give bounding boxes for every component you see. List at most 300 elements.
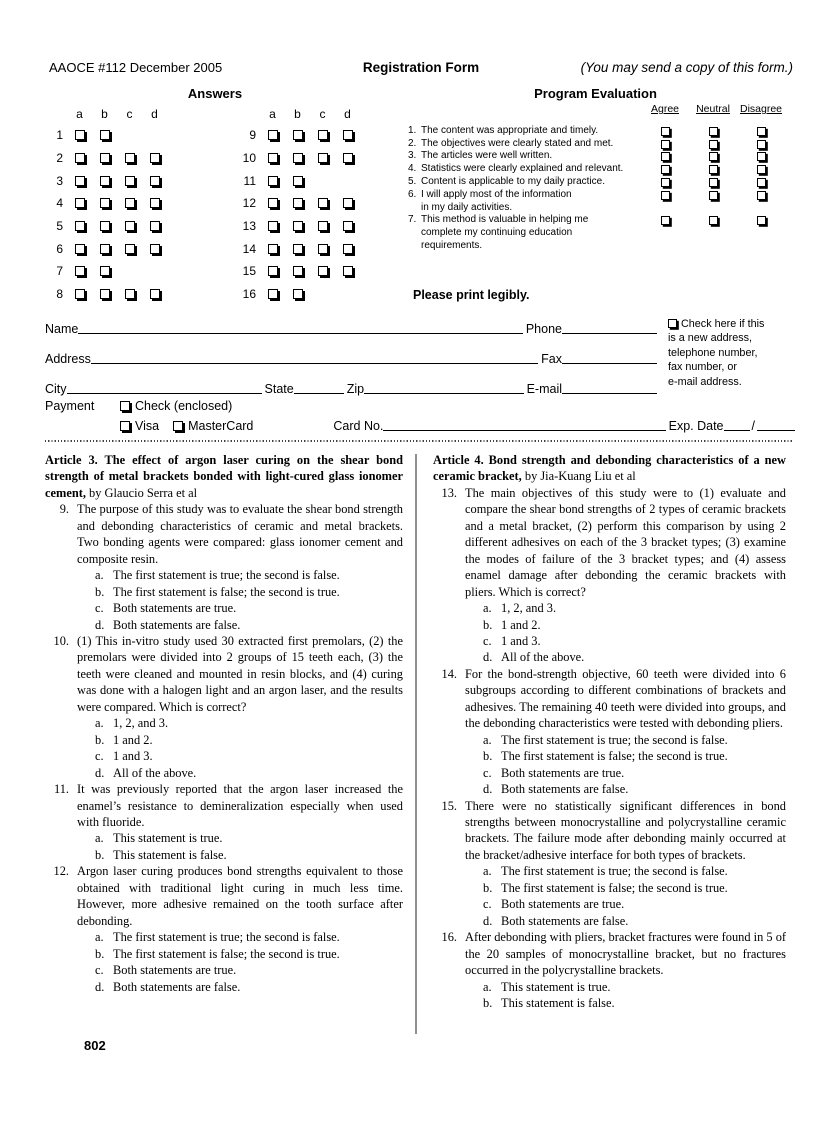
question <box>433 798 786 930</box>
option-text: 1 and 2. <box>501 617 541 632</box>
card-no-input-line[interactable] <box>383 430 665 431</box>
articles-section <box>45 452 795 1034</box>
question <box>45 781 403 863</box>
evaluation-item-lines: I will apply most of the information in my daily activities. <box>421 188 572 213</box>
program-evaluation <box>408 103 795 253</box>
answer-column-label <box>142 107 167 121</box>
answer-checkbox[interactable] <box>150 244 160 254</box>
mastercard-label: MasterCard <box>188 419 254 433</box>
answer-row <box>43 192 167 215</box>
answer-option <box>483 913 786 929</box>
question-text: The main objectives of this study were to (1) evaluate and compare the shear bond strengths of 2 types of ceramic brackets and a metal bracket, (2) perform this comparison by using 2 different adhesives on each of the 3 bracket types; (3) examine the modes of failure of the 3 bracket types; and (4) assess enamel damage after debonding the ceramic brackets with pliers. Which is correct? <box>465 485 786 599</box>
name-input-line[interactable] <box>78 333 523 334</box>
answer-checkbox[interactable] <box>75 244 85 254</box>
evaluation-item <box>408 176 795 189</box>
answer-checkbox[interactable] <box>125 176 135 186</box>
option-letter: b. <box>483 995 493 1010</box>
answer-cell <box>285 130 310 140</box>
evaluation-checkbox-cell <box>641 150 689 161</box>
answer-option <box>483 617 786 633</box>
answer-checkbox[interactable] <box>709 216 718 225</box>
question-text: It was previously reported that the argon laser increased the enamel’s resistance to demineralization especially when used with fluoride. <box>77 782 403 829</box>
page-number: 802 <box>84 1038 106 1053</box>
exp-date-label: Exp. Date <box>668 419 724 433</box>
question-body <box>465 666 786 798</box>
answer-cell <box>67 244 92 254</box>
answer-checkbox[interactable] <box>75 289 85 299</box>
evaluation-checkbox-cell <box>737 163 785 174</box>
answer-checkbox[interactable] <box>293 153 303 163</box>
answer-option <box>95 715 403 731</box>
answer-checkbox[interactable] <box>100 221 110 231</box>
option-text: Both statements are true. <box>501 765 625 780</box>
evaluation-item-lines: Content is applicable to my daily practice. <box>421 175 605 187</box>
question-body <box>77 633 403 781</box>
answer-checkbox[interactable] <box>293 176 303 186</box>
question-body <box>465 485 786 666</box>
answer-checkbox[interactable] <box>709 140 718 149</box>
evaluation-checkbox-cell <box>737 189 785 200</box>
answer-option <box>483 863 786 879</box>
answer-checkbox[interactable] <box>661 191 670 200</box>
answer-cell <box>92 266 117 276</box>
answer-option <box>483 600 786 616</box>
address-input-line[interactable] <box>91 363 538 364</box>
answer-cell <box>142 176 167 186</box>
option-text: The first statement is false; the second is true. <box>113 946 340 961</box>
payment-section <box>45 396 795 436</box>
exp-year-input-line[interactable] <box>757 430 795 431</box>
answer-checkbox[interactable] <box>125 289 135 299</box>
option-letter: b. <box>483 617 493 632</box>
option-letter: a. <box>95 831 104 846</box>
answer-checkbox[interactable] <box>757 127 766 136</box>
answer-checkbox[interactable] <box>709 165 718 174</box>
option-letter: d. <box>95 979 105 994</box>
article-byline: by Glaucio Serra et al <box>89 485 198 500</box>
option-text: All of the above. <box>501 650 585 665</box>
option-text: The first statement is true; the second is false. <box>501 864 728 879</box>
option-text: 1 and 2. <box>113 732 153 747</box>
article-title <box>433 452 786 485</box>
answer-column-label <box>67 107 92 121</box>
answer-checkbox[interactable] <box>709 127 718 136</box>
answer-cell <box>117 153 142 163</box>
answer-row <box>43 237 167 260</box>
answer-row-number: 15 <box>242 264 256 279</box>
answer-checkbox[interactable] <box>318 198 328 208</box>
evaluation-item-number: 2. <box>408 137 417 149</box>
note-line: e-mail address. <box>668 375 742 388</box>
answer-checkbox[interactable] <box>100 198 110 208</box>
answer-checkbox[interactable] <box>343 244 353 254</box>
answer-checkbox[interactable] <box>661 152 670 161</box>
answer-cell <box>92 130 117 140</box>
answer-cell <box>285 176 310 186</box>
answer-option <box>483 649 786 665</box>
answer-checkbox[interactable] <box>268 244 278 254</box>
answer-row <box>236 192 360 215</box>
column-divider <box>415 454 417 1034</box>
answer-checkbox[interactable] <box>293 130 303 140</box>
answer-checkbox[interactable] <box>75 198 85 208</box>
article-title-bold: Article 4. Bond strength and debonding characteristics of a new ceramic bracket, <box>433 453 786 484</box>
payment-row-2 <box>45 416 795 433</box>
phone-label: Phone <box>525 322 562 336</box>
fax-input-line[interactable] <box>562 363 657 364</box>
answer-checkbox[interactable] <box>757 165 766 174</box>
answer-checkbox[interactable] <box>268 198 278 208</box>
option-text: 1 and 3. <box>501 633 541 648</box>
answer-checkbox[interactable] <box>709 191 718 200</box>
question-body <box>77 781 403 863</box>
check-enclosed-checkbox[interactable] <box>120 401 130 411</box>
option-letter: c. <box>483 633 492 648</box>
exp-month-input-line[interactable] <box>724 430 750 431</box>
evaluation-item-number: 1. <box>408 124 417 136</box>
evaluation-section-title: Program Evaluation <box>534 86 657 101</box>
answer-checkbox[interactable] <box>661 127 670 136</box>
answer-checkbox[interactable] <box>268 221 278 231</box>
question-body <box>77 863 403 995</box>
answer-checkbox[interactable] <box>343 221 353 231</box>
answer-checkbox[interactable] <box>661 178 670 187</box>
answer-checkbox[interactable] <box>125 198 135 208</box>
page-header <box>49 60 793 75</box>
question-body <box>77 501 403 633</box>
answer-checkbox[interactable] <box>757 178 766 187</box>
option-text: The first statement is false; the second is true. <box>113 584 340 599</box>
answer-checkbox[interactable] <box>661 140 670 149</box>
column-letter: b <box>294 107 301 121</box>
payment-option-visa[interactable] <box>120 419 159 433</box>
answer-cell <box>67 198 92 208</box>
answer-cell <box>117 244 142 254</box>
answer-cell <box>335 266 360 276</box>
answer-checkbox[interactable] <box>100 153 110 163</box>
answer-checkbox[interactable] <box>757 216 766 225</box>
answer-cell <box>67 176 92 186</box>
answer-checkbox[interactable] <box>150 198 160 208</box>
answer-row <box>236 283 360 306</box>
contact-section <box>45 316 657 406</box>
evaluation-item-text <box>408 125 641 138</box>
answer-option <box>483 979 786 995</box>
question-text: For the bond-strength objective, 60 teeth were divided into 6 subgroups according to different combinations of brackets and adhesives. The remaining 40 teeth were divided into groups, and the debonding characteristics were tested with debonding pliers. <box>465 666 786 731</box>
answer-column-label <box>335 107 360 121</box>
option-letter: c. <box>483 765 492 780</box>
answers-grid-left <box>43 104 167 306</box>
option-letter: b. <box>95 732 105 747</box>
question-text: The purpose of this study was to evaluate the shear bond strength and debonding characteristics of ceramic and metal brackets. Two bonding agents were compared: glass ionomer cement and composite resin. <box>77 502 403 566</box>
form-title: Registration Form <box>362 60 480 75</box>
evaluation-item <box>408 214 795 252</box>
answer-cell <box>285 198 310 208</box>
state-input-line[interactable] <box>294 393 344 394</box>
question-number: 11. <box>53 782 69 797</box>
answer-cell <box>335 153 360 163</box>
column-letter: c <box>126 107 133 121</box>
mastercard-checkbox[interactable] <box>173 421 183 431</box>
answer-row-number: 4 <box>56 196 63 211</box>
city-label: City <box>45 382 67 396</box>
answer-cell <box>142 198 167 208</box>
answer-cell <box>67 221 92 231</box>
phone-input-line[interactable] <box>562 333 657 334</box>
visa-checkbox[interactable] <box>120 421 130 431</box>
question <box>45 863 403 995</box>
column-letter: d <box>151 107 158 121</box>
answer-checkbox[interactable] <box>318 130 328 140</box>
answer-checkbox[interactable] <box>100 266 110 276</box>
option-text: Both statements are false. <box>501 782 629 797</box>
column-letter: a <box>76 107 83 121</box>
evaluation-checkbox-cell <box>737 150 785 161</box>
question-text: After debonding with pliers, bracket fractures were found in 5 of the 20 samples of monocrystalline bracket, but no fractures occurred in the polycrystalline brackets. <box>465 930 787 978</box>
answer-checkbox[interactable] <box>75 130 85 140</box>
answer-cell <box>310 266 335 276</box>
option-text: Both statements are true. <box>501 897 625 912</box>
answer-row-number: 14 <box>242 241 256 256</box>
evaluation-checkbox-cell <box>689 138 737 149</box>
answer-cell <box>142 153 167 163</box>
answer-row-number: 3 <box>56 173 63 188</box>
answer-checkbox[interactable] <box>150 289 160 299</box>
evaluation-items <box>408 125 795 253</box>
fax-label: Fax <box>541 352 562 366</box>
answer-checkbox[interactable] <box>75 176 85 186</box>
answer-checkbox[interactable] <box>318 266 328 276</box>
answer-checkbox[interactable] <box>268 130 278 140</box>
answer-checkbox[interactable] <box>75 221 85 231</box>
option-letter: a. <box>95 930 104 945</box>
answer-row-number: 11 <box>243 173 256 188</box>
answer-column-label <box>117 107 142 121</box>
answer-checkbox[interactable] <box>661 165 670 174</box>
answer-checkbox[interactable] <box>709 178 718 187</box>
answer-checkbox[interactable] <box>757 140 766 149</box>
answer-checkbox[interactable] <box>318 221 328 231</box>
answer-cell <box>310 244 335 254</box>
answer-checkbox[interactable] <box>343 198 353 208</box>
article-title <box>45 452 403 501</box>
answer-checkbox[interactable] <box>75 153 85 163</box>
answer-checkbox[interactable] <box>75 266 85 276</box>
answer-grid-header <box>236 104 360 124</box>
issue-label: AAOCE #112 December 2005 <box>49 60 223 75</box>
answer-checkbox[interactable] <box>293 221 303 231</box>
answer-cell <box>92 244 117 254</box>
column-letter: b <box>101 107 108 121</box>
evaluation-checkbox-cell <box>641 125 689 136</box>
city-state-zip-email-row <box>45 376 657 396</box>
question <box>433 929 786 1011</box>
answer-cell <box>260 221 285 231</box>
evaluation-checkbox-cell <box>737 214 785 225</box>
question-number: 12. <box>53 864 69 879</box>
answer-cell <box>67 130 92 140</box>
new-address-checkbox[interactable] <box>668 319 677 328</box>
evaluation-checkbox-cell <box>737 125 785 136</box>
answer-checkbox[interactable] <box>293 266 303 276</box>
question-number: 10. <box>53 633 69 648</box>
evaluation-item-text <box>408 150 641 163</box>
answer-checkbox[interactable] <box>100 289 110 299</box>
payment-row-1 <box>45 396 795 413</box>
option-text: This statement is true. <box>501 979 611 994</box>
answer-option <box>95 567 403 583</box>
answer-cell <box>92 176 117 186</box>
answer-checkbox[interactable] <box>293 244 303 254</box>
answer-option <box>483 765 786 781</box>
evaluation-checkbox-cell <box>737 138 785 149</box>
note-line <box>668 317 798 331</box>
option-text: The first statement is true; the second is false. <box>113 568 340 583</box>
answer-option <box>95 962 403 978</box>
answer-row-number: 1 <box>56 128 63 143</box>
answer-checkbox[interactable] <box>268 153 278 163</box>
option-text: This statement is false. <box>113 847 227 862</box>
address-label: Address <box>45 352 91 366</box>
exp-date-separator: / <box>751 419 755 433</box>
option-text: 1, 2, and 3. <box>501 601 557 616</box>
evaluation-scale-header <box>408 103 795 116</box>
column-letter: d <box>344 107 351 121</box>
evaluation-item-lines: The articles were well written. <box>421 150 553 162</box>
email-input-line[interactable] <box>562 393 657 394</box>
answer-row-number: 7 <box>56 264 63 279</box>
answer-checkbox[interactable] <box>343 153 353 163</box>
question-body <box>465 798 786 930</box>
print-legibly-note: Please print legibly. <box>413 288 530 302</box>
answers-section-title: Answers <box>187 86 243 101</box>
option-letter: a. <box>483 979 492 994</box>
zip-input-line[interactable] <box>364 393 523 394</box>
name-label: Name <box>45 322 79 336</box>
option-text: The first statement is false; the second is true. <box>501 749 728 764</box>
answer-row-number: 13 <box>242 219 256 234</box>
answer-column-label <box>285 107 310 121</box>
answer-checkbox[interactable] <box>343 130 353 140</box>
answer-option <box>95 600 403 616</box>
answer-checkbox[interactable] <box>757 152 766 161</box>
answer-cell <box>92 289 117 299</box>
answer-checkbox[interactable] <box>125 221 135 231</box>
evaluation-checkbox-cell <box>689 176 737 187</box>
answers-grid-right <box>236 104 360 306</box>
option-letter: b. <box>95 584 105 599</box>
answer-checkbox[interactable] <box>150 176 160 186</box>
option-text: 1 and 3. <box>113 749 153 764</box>
payment-option-mastercard[interactable] <box>173 419 253 433</box>
answer-option <box>483 748 786 764</box>
answer-cell <box>260 176 285 186</box>
evaluation-checkbox-cell <box>641 163 689 174</box>
answer-checkbox[interactable] <box>125 244 135 254</box>
answer-checkbox[interactable] <box>100 130 110 140</box>
answer-cell <box>260 130 285 140</box>
answer-row <box>43 169 167 192</box>
answer-cell <box>92 221 117 231</box>
answer-cell <box>67 153 92 163</box>
question <box>45 501 403 633</box>
answer-checkbox[interactable] <box>268 266 278 276</box>
evaluation-checkbox-cell <box>641 214 689 225</box>
answer-checkbox[interactable] <box>661 216 670 225</box>
option-text: The first statement is true; the second is false. <box>113 930 340 945</box>
answer-cell <box>117 221 142 231</box>
answer-option <box>95 830 403 846</box>
answer-checkbox[interactable] <box>150 153 160 163</box>
option-letter: d. <box>95 617 105 632</box>
evaluation-item-lines: The content was appropriate and timely. <box>421 124 599 136</box>
answer-checkbox[interactable] <box>150 221 160 231</box>
answer-row-number: 5 <box>56 219 63 234</box>
answer-row <box>43 260 167 283</box>
answer-checkbox[interactable] <box>318 244 328 254</box>
option-text: All of the above. <box>113 765 197 780</box>
evaluation-item <box>408 125 795 138</box>
answer-checkbox[interactable] <box>709 152 718 161</box>
answer-cell <box>260 198 285 208</box>
answer-cell <box>310 198 335 208</box>
scale-disagree-label: Disagree <box>739 103 783 115</box>
city-input-line[interactable] <box>67 393 262 394</box>
answer-grid-header <box>43 104 167 124</box>
answer-option <box>95 732 403 748</box>
question <box>433 666 786 798</box>
evaluation-item <box>408 150 795 163</box>
answer-checkbox[interactable] <box>293 289 303 299</box>
payment-option-check[interactable] <box>120 399 232 413</box>
answer-checkbox[interactable] <box>100 244 110 254</box>
option-letter: c. <box>95 749 104 764</box>
evaluation-checkbox-cell <box>737 176 785 187</box>
evaluation-item-text <box>408 189 641 215</box>
answer-checkbox[interactable] <box>318 153 328 163</box>
answer-cell <box>335 198 360 208</box>
option-letter: b. <box>483 749 493 764</box>
option-text: The first statement is false; the second is true. <box>501 880 728 895</box>
visa-label: Visa <box>135 419 160 433</box>
answer-cell <box>260 289 285 299</box>
answer-option <box>95 617 403 633</box>
answer-column-label <box>92 107 117 121</box>
answer-checkbox[interactable] <box>268 176 278 186</box>
answer-cell <box>260 244 285 254</box>
answer-checkbox[interactable] <box>757 191 766 200</box>
evaluation-checkbox-cell <box>641 176 689 187</box>
answer-checkbox[interactable] <box>293 198 303 208</box>
option-text: Both statements are true. <box>113 601 237 616</box>
answer-checkbox[interactable] <box>125 153 135 163</box>
article-3-column <box>45 452 403 1034</box>
option-text: This statement is true. <box>113 831 223 846</box>
answer-checkbox[interactable] <box>100 176 110 186</box>
answer-cell <box>67 266 92 276</box>
answer-checkbox[interactable] <box>268 289 278 299</box>
note-text: Check here if this <box>681 318 765 330</box>
answer-option <box>95 979 403 995</box>
answer-checkbox[interactable] <box>343 266 353 276</box>
state-label: State <box>264 382 294 396</box>
answer-option <box>95 929 403 945</box>
option-text: This statement is false. <box>501 995 615 1010</box>
article-byline: by Jia-Kuang Liu et al <box>524 469 636 484</box>
address-fax-row <box>45 346 657 366</box>
scale-neutral-label: Neutral <box>696 103 730 115</box>
answer-cell <box>335 130 360 140</box>
